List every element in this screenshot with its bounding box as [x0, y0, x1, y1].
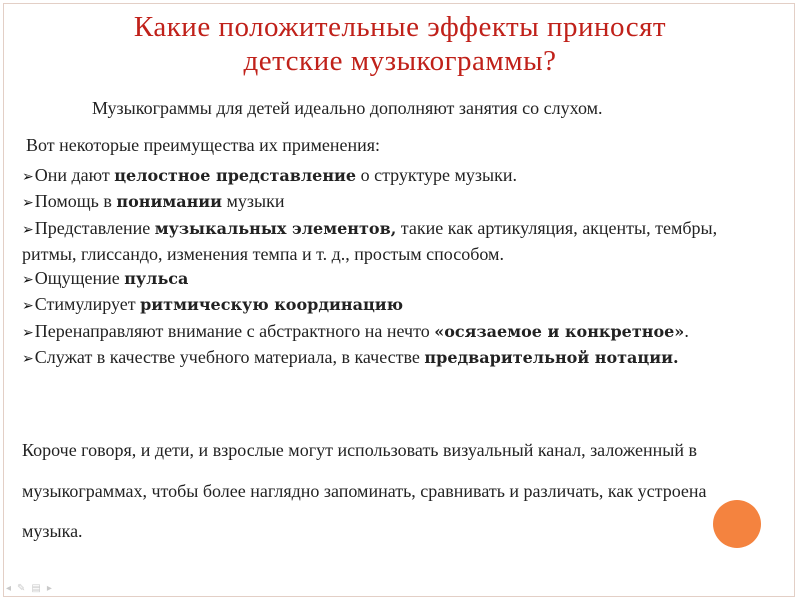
arrow-bullet-icon: ➢ [22, 298, 34, 315]
arrow-bullet-icon: ➢ [22, 169, 34, 185]
item-emphasis: предварительной нотации. [424, 348, 679, 368]
prev-icon[interactable]: ◂ [6, 583, 12, 594]
list-item [22, 345, 732, 371]
item-text: такие как артикуляция, акценты, тембры, ритмы, глиссандо, изменения темпа и т. д., простым способом. [22, 217, 718, 264]
item-emphasis: пульса [124, 269, 189, 289]
arrow-bullet-icon: ➢ [22, 351, 34, 368]
pen-icon[interactable]: ✎ [17, 583, 26, 594]
item-emphasis: ритмическую координацию [140, 295, 404, 315]
benefits-list [22, 163, 732, 371]
item-text: Помощь в [34, 191, 117, 212]
item-text: о структуре музыки. [356, 165, 518, 185]
item-text: . [684, 320, 689, 341]
orange-circle-decoration [713, 500, 761, 548]
intro-text: Музыкограммы для детей идеально дополняют занятия со слухом. [92, 98, 603, 118]
list-item [22, 266, 732, 292]
arrow-bullet-icon: ➢ [22, 195, 34, 212]
item-text: Они дают [34, 165, 115, 185]
item-text: Стимулирует [34, 294, 141, 315]
item-emphasis: музыкальных элементов, [154, 218, 397, 238]
slide-nav-toolbar [6, 583, 52, 594]
item-emphasis: понимании [116, 192, 223, 212]
list-intro: Вот некоторые преимущества их применения: [26, 135, 381, 155]
title-line-2: детские музыкограммы? [243, 45, 557, 77]
item-emphasis: «осязаемое и конкретное» [434, 321, 685, 341]
list-item [22, 319, 732, 345]
arrow-bullet-icon: ➢ [22, 221, 34, 238]
item-emphasis: целостное представление [114, 166, 357, 185]
item-text: Перенаправляют внимание с абстрактного на нечто [34, 320, 435, 341]
next-icon[interactable]: ▸ [46, 583, 52, 594]
list-item [22, 189, 732, 215]
item-text: Служат в качестве учебного материала, в качестве [34, 347, 425, 368]
slide-title [0, 10, 800, 78]
item-text: Ощущение [34, 268, 125, 289]
list-item [22, 216, 732, 267]
list-item [22, 163, 732, 189]
item-text: Представление [34, 217, 155, 238]
arrow-bullet-icon: ➢ [22, 272, 34, 289]
menu-icon[interactable]: ▤ [31, 583, 41, 594]
list-item [22, 292, 732, 318]
title-line-1: Какие положительные эффекты приносят [133, 11, 667, 43]
arrow-bullet-icon: ➢ [22, 324, 34, 341]
summary-text: Короче говоря, и дети, и взрослые могут использовать визуальный канал, заложенный в музыкограммах, чтобы более наглядно запоминать, сравнивать и различать, как устроена музыка. [22, 440, 707, 541]
item-text: музыки [222, 191, 285, 212]
